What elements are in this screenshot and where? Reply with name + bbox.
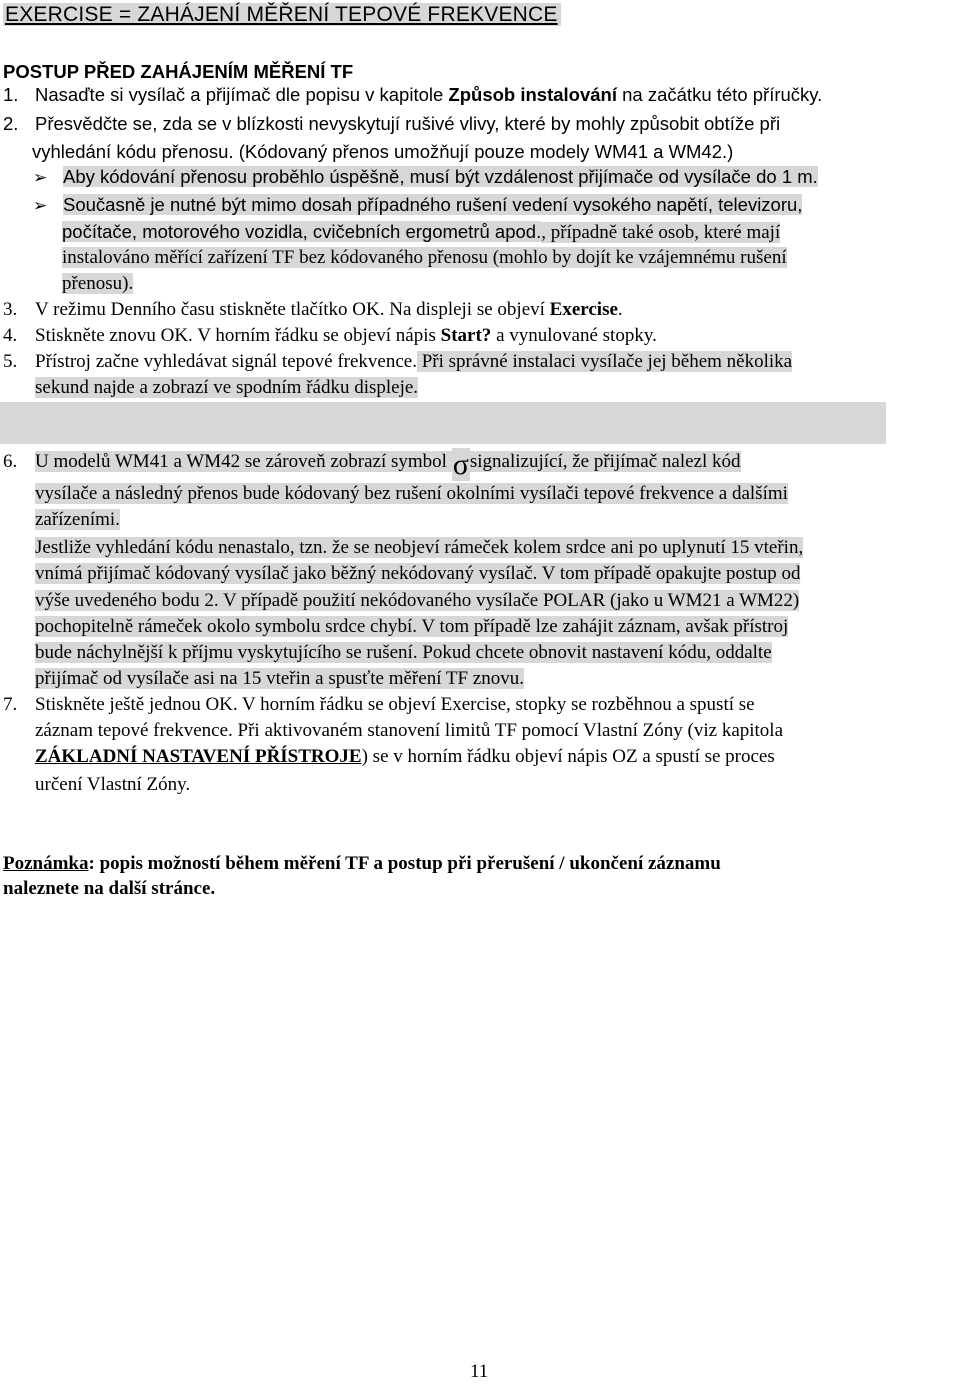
step-2-line-1: [3, 112, 780, 135]
step-6-text-4: Jestliže vyhledání kódu nenastalo, tzn. že se neobjeví rámeček kolem srdce ani po uplynutí 15 vteřin,: [35, 537, 804, 558]
bullet-2-line-3: [0, 246, 787, 269]
step-4-number: 4.: [3, 325, 18, 346]
step-6-text-5: vnímá přijímač kódovaný vysílač jako běžný nekódovaný vysílač. V tom případě opakujte postup od: [35, 563, 801, 584]
bullet-2-line-4: [0, 272, 133, 295]
step-5-number: 5.: [3, 351, 18, 372]
step-6-text-6: výše uvedeného bodu 2. V případě použití nekódovaného vysílače POLAR (jako u WM21 a WM22): [35, 590, 800, 611]
step-1-text: Nasaďte si vysílač a přijímač dle popisu v kapitole: [35, 84, 449, 105]
step-4-text-end: a vynulované stopky.: [491, 325, 657, 346]
step-7-text-2: záznam tepové frekvence. Při aktivovaném stanovení limitů TF pomocí Vlastní Zóny (viz kapitola: [35, 720, 784, 741]
step-6-line-8: [3, 641, 772, 664]
step-3-text: V režimu Denního času stiskněte tlačítko OK. Na displeji se objeví: [35, 299, 550, 320]
note-label: Poznámka: [3, 853, 89, 874]
sigma-symbol-icon: σ: [452, 448, 469, 481]
step-1-text-end: na začátku této příručky.: [617, 84, 823, 105]
step-7-line-2: [3, 719, 783, 742]
step-6-number: 6.: [3, 451, 18, 472]
bullet-2-text-4: přenosu).: [62, 273, 134, 294]
bullet-2-line-2: [0, 220, 780, 244]
step-2-text-2: vyhledání kódu přenosu. (Kódovaný přenos umožňují pouze modely WM41 a WM42.): [32, 141, 734, 162]
step-7-text-1: Stiskněte ještě jednou OK. V horním řádku se objeví Exercise, stopky se rozběhnou a spustí se: [35, 694, 755, 715]
arrow-bullet-icon: ➢: [33, 196, 48, 216]
highlight-band: [0, 402, 886, 444]
section-heading-text: POSTUP PŘED ZAHÁJENÍM MĚŘENÍ TF: [3, 61, 354, 82]
step-3-number: 3.: [3, 299, 18, 320]
step-5-text-1b: Při správné instalaci vysílače jej během několika: [416, 351, 793, 372]
step-7-line-4: [3, 773, 190, 796]
step-6-line-4: [3, 536, 803, 559]
step-3: [3, 298, 623, 321]
step-5-text-1a: Přístroj začne vyhledávat signál tepové frekvence.: [35, 351, 417, 372]
step-6-text-1a: U modelů WM41 a WM42 se zároveň zobrazí symbol: [35, 451, 452, 472]
step-7-text-3: ) se v horním řádku objeví nápis OZ a spustí se proces: [361, 746, 775, 767]
step-6-line-7: [3, 615, 788, 638]
step-2-text-1: Přesvědčte se, zda se v blízkosti nevyskytují rušivé vlivy, které by mohly způsobit obtíže při: [35, 113, 781, 134]
step-6-text-8: bude náchylnější k příjmu vyskytujícího se rušení. Pokud chcete obnovit nastavení kódu, oddalte: [35, 642, 772, 663]
bullet-2-text-1: Současně je nutné být mimo dosah případného rušení vedení vysokého napětí, televizoru,: [63, 194, 803, 215]
step-5-line-1: [3, 350, 792, 373]
step-5-text-2: sekund najde a zobrazí ve spodním řádku displeje.: [35, 377, 419, 398]
step-6-text-2: vysílače a následný přenos bude kódovaný bez rušení okolními vysílači tepové frekvence a dalšími: [35, 483, 788, 504]
step-1: [3, 83, 822, 106]
page-title-text: EXERCISE = ZAHÁJENÍ MĚŘENÍ TEPOVÉ FREKVENCE: [3, 3, 561, 26]
step-1-number: 1.: [3, 84, 19, 105]
step-6-line-9: [3, 667, 524, 690]
step-6-line-5: [3, 562, 800, 585]
step-6-text-1b: signalizující, že přijímač nalezl kód: [469, 451, 741, 472]
bullet-1-text: Aby kódování přenosu proběhlo úspěšně, musí být vzdálenost přijímače od vysílače do 1 m.: [63, 166, 818, 187]
bullet-2-text-2b: , případně také osob, které mají: [541, 222, 781, 243]
step-6-line-1: [3, 446, 741, 481]
step-7-bold-link: ZÁKLADNÍ NASTAVENÍ PŘÍSTROJE: [35, 746, 362, 767]
step-6-text-7: pochopitelně rámeček okolo symbolu srdce chybí. V tom případě lze zahájit záznam, avšak přístroj: [35, 616, 789, 637]
step-7-line-1: [3, 693, 755, 716]
page-number: 11: [470, 1361, 489, 1382]
step-7-text-4: určení Vlastní Zóny.: [35, 774, 191, 795]
note-text-2: naleznete na další stránce.: [3, 878, 216, 899]
note-line-2: [3, 877, 215, 900]
step-6-text-9: přijímač od vysílače asi na 15 vteřin a spusťte měření TF znovu.: [35, 668, 524, 689]
note-text-1: : popis možností během měření TF a postup při přerušení / ukončení záznamu: [88, 853, 721, 874]
section-heading: [3, 60, 353, 83]
step-6-text-3: zařízeními.: [35, 509, 120, 530]
step-3-text-end: .: [617, 299, 623, 320]
step-6-line-6: [3, 589, 799, 612]
step-6-line-2: [3, 482, 788, 505]
step-4-bold: Start?: [440, 325, 492, 346]
bullet-2-text-2: počítače, motorového vozidla, cvičebních ergometrů apod.: [62, 221, 542, 242]
page-title: [3, 3, 561, 27]
step-7-number: 7.: [3, 694, 18, 715]
arrow-bullet-icon: ➢: [33, 168, 48, 188]
step-5-line-2: [3, 376, 418, 399]
step-2-line-2: [0, 140, 733, 163]
bullet-2-text-3: instalováno měřící zařízení TF bez kódovaného přenosu (mohlo by dojít ke vzájemnému rušení: [62, 247, 787, 268]
step-4: [3, 324, 657, 347]
step-7-line-3: [3, 745, 775, 768]
bullet-2-line-1: [33, 193, 802, 218]
step-1-bold: Způsob instalování: [448, 84, 617, 105]
bullet-1: [33, 165, 818, 190]
step-3-bold: Exercise: [549, 299, 618, 320]
step-4-text: Stiskněte znovu OK. V horním řádku se objeví nápis: [35, 325, 441, 346]
step-2-number: 2.: [3, 113, 19, 134]
note-line-1: [3, 852, 721, 875]
step-6-line-3: [3, 508, 120, 531]
